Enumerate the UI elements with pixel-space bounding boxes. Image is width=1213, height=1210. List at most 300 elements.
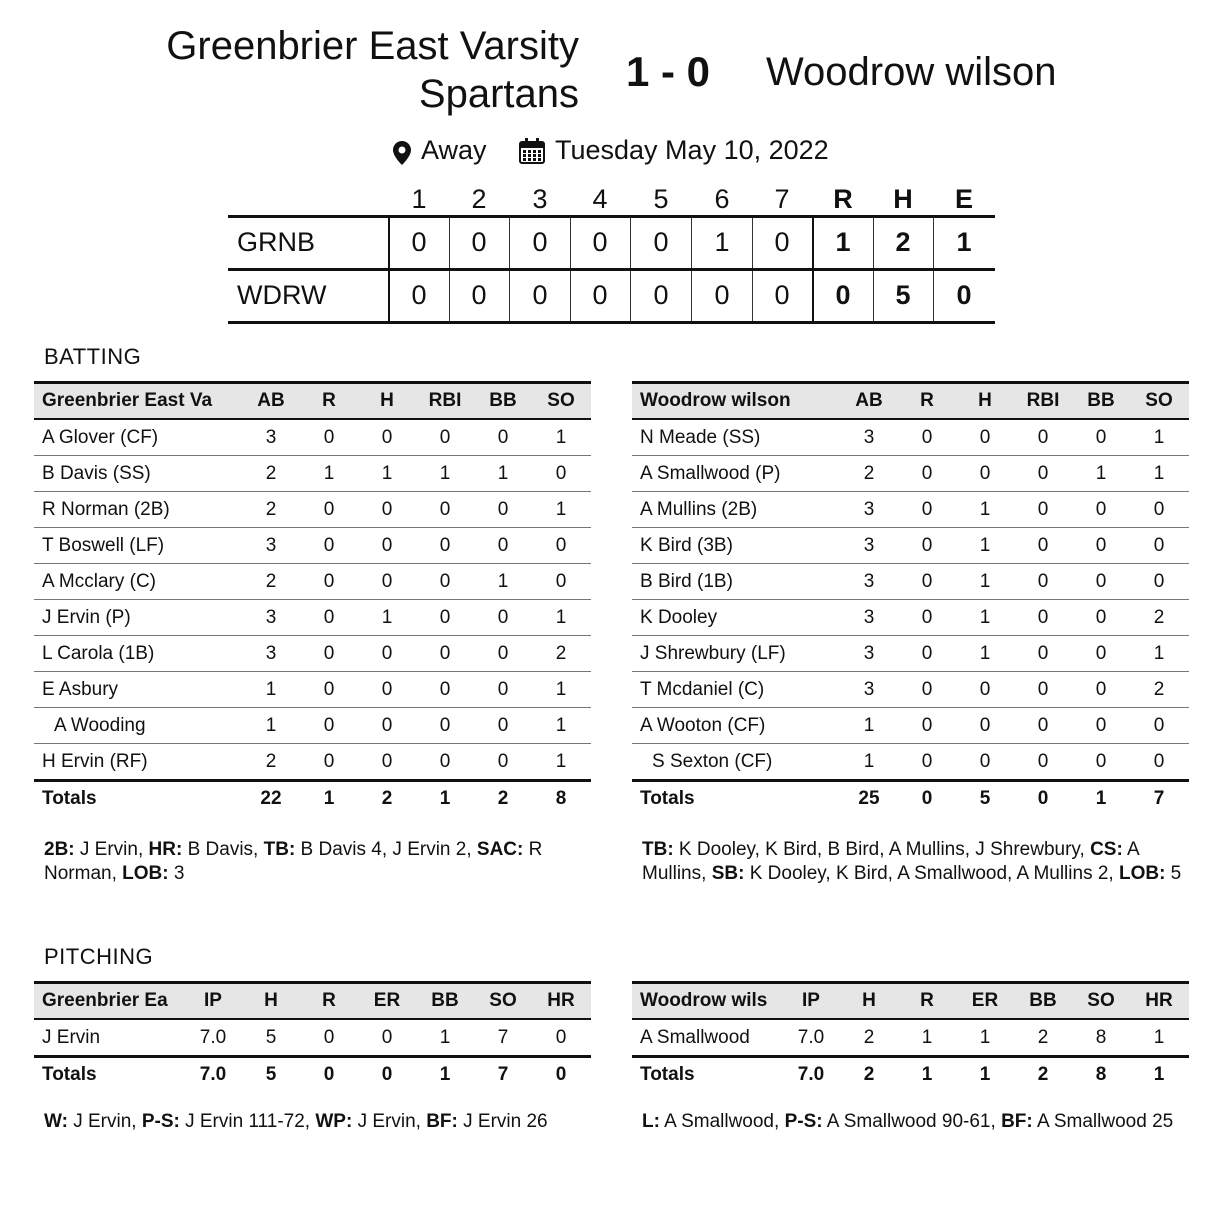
totals-value: 0 [1037, 788, 1049, 809]
stat-value: 0 [381, 535, 393, 556]
stat-value: 1 [555, 427, 567, 448]
inning-score: 0 [532, 227, 548, 257]
stat-value: 0 [1037, 679, 1049, 700]
player-name: K Dooley [640, 607, 718, 628]
totals-value: 8 [555, 788, 567, 809]
stat-value: 0 [439, 751, 451, 772]
stat-value: 1 [439, 1027, 451, 1048]
pitching-table-home [34, 981, 591, 1094]
stat-value: 0 [1153, 751, 1165, 772]
stat-value: 0 [497, 427, 509, 448]
note-value: J Ervin, [74, 839, 149, 860]
stat-column-header: RBI [1026, 390, 1060, 411]
stat-value: 0 [439, 607, 451, 628]
stat-value: 0 [497, 535, 509, 556]
line-score [228, 180, 995, 324]
stat-value: 2 [265, 571, 277, 592]
stat-column-header: SO [1145, 390, 1173, 411]
stat-value: 0 [381, 679, 393, 700]
stat-value: 2 [1037, 1027, 1049, 1048]
stat-value: 0 [1037, 535, 1049, 556]
stat-value: 1 [979, 535, 991, 556]
hits-total: 2 [895, 227, 911, 257]
player-name: A Glover (CF) [42, 427, 159, 448]
stat-value: 0 [1037, 463, 1049, 484]
map-pin-icon [393, 138, 411, 174]
inning-score: 1 [714, 227, 730, 257]
stat-value: 0 [921, 427, 933, 448]
stat-value: 2 [265, 463, 277, 484]
stat-value: 1 [863, 751, 875, 772]
totals-value: 0 [323, 1064, 335, 1085]
stat-value: 0 [979, 679, 991, 700]
stat-value: 0 [439, 679, 451, 700]
inning-score: 0 [774, 280, 790, 310]
stat-value: 0 [921, 535, 933, 556]
stat-value: 0 [1153, 571, 1165, 592]
home-team-name [79, 22, 579, 118]
inning-score: 0 [532, 280, 548, 310]
team-column-header: Greenbrier Ea [42, 990, 168, 1011]
stat-value: 0 [323, 427, 335, 448]
stat-value: 0 [1153, 499, 1165, 520]
stat-value: 0 [323, 571, 335, 592]
final-score: 1 - 0 [626, 48, 711, 95]
runs-total: 0 [835, 280, 851, 310]
totals-label: Totals [42, 788, 97, 809]
stat-value: 0 [381, 751, 393, 772]
stat-value: 0 [381, 1027, 393, 1048]
stat-value: 1 [1153, 643, 1165, 664]
team-column-header: Woodrow wilson [640, 390, 791, 411]
stat-value: 0 [497, 679, 509, 700]
stat-value: 7 [497, 1027, 509, 1048]
note-value: K Dooley, K Bird, B Bird, A Mullins, J Shrewbury, [673, 839, 1091, 860]
stat-value: 0 [381, 427, 393, 448]
stat-value: 1 [1153, 463, 1165, 484]
stat-value: 3 [863, 535, 875, 556]
batting-table-away [632, 381, 1189, 818]
game-meta [0, 132, 1213, 168]
player-row [632, 744, 1189, 782]
stat-value: 1 [555, 751, 567, 772]
stat-value: 5 [265, 1027, 277, 1048]
stat-value: 3 [863, 571, 875, 592]
stat-column-header: AB [257, 390, 285, 411]
stat-column-header: R [920, 990, 934, 1011]
totals-value: 7.0 [199, 1064, 227, 1085]
player-row [34, 672, 591, 708]
stat-value: 3 [863, 643, 875, 664]
stat-value: 1 [497, 571, 509, 592]
stat-value: 0 [1037, 499, 1049, 520]
pitching-notes-away [642, 1110, 1187, 1134]
stat-value: 0 [1095, 535, 1107, 556]
stat-value: 3 [265, 535, 277, 556]
stat-value: 0 [323, 751, 335, 772]
player-name: T Boswell (LF) [42, 535, 165, 556]
inning-score: 0 [471, 227, 487, 257]
stat-column-header: BB [431, 990, 459, 1011]
stat-value: 0 [323, 535, 335, 556]
stat-value: 0 [979, 715, 991, 736]
stat-value: 0 [921, 571, 933, 592]
note-key: P-S: [141, 1111, 180, 1132]
note-value: A Mullins, [642, 839, 1139, 884]
note-value: A Smallwood 90-61, [822, 1111, 1002, 1132]
stat-value: 2 [863, 1027, 875, 1048]
totals-value: 5 [979, 788, 991, 809]
totals-row [34, 1058, 591, 1094]
inning-score: 0 [592, 227, 608, 257]
inning-score: 0 [592, 280, 608, 310]
stat-column-header: ER [373, 990, 401, 1011]
stat-value: 3 [863, 499, 875, 520]
note-key: LOB: [122, 863, 169, 884]
stat-value: 0 [979, 751, 991, 772]
stat-value: 2 [555, 643, 567, 664]
player-row [632, 708, 1189, 744]
stat-column-header: R [322, 390, 336, 411]
stat-value: 0 [921, 607, 933, 628]
stat-value: 3 [265, 643, 277, 664]
stat-value: 0 [1095, 715, 1107, 736]
note-key: LOB: [1118, 863, 1166, 884]
note-value: B Davis, [182, 839, 264, 860]
player-name: T Mcdaniel (C) [640, 679, 765, 700]
totals-value: 1 [1153, 1064, 1165, 1085]
stat-value: 0 [921, 643, 933, 664]
stat-column-header: HR [547, 990, 575, 1011]
player-row [632, 564, 1189, 600]
player-row [34, 420, 591, 456]
stat-value: 0 [555, 463, 567, 484]
inning-header: 7 [774, 184, 790, 214]
pitching-table-away [632, 981, 1189, 1094]
stat-value: 1 [979, 571, 991, 592]
totals-label: Totals [42, 1064, 97, 1085]
stat-value: 0 [439, 715, 451, 736]
team-column-header: Greenbrier East Va [42, 390, 213, 411]
line-score-row-away [228, 268, 995, 324]
player-name: A Mcclary (C) [42, 571, 156, 592]
stat-value: 3 [863, 427, 875, 448]
player-name: K Bird (3B) [640, 535, 733, 556]
player-row [632, 528, 1189, 564]
player-name: J Ervin [42, 1027, 101, 1048]
player-name: A Wooton (CF) [640, 715, 766, 736]
totals-value: 7 [497, 1064, 509, 1085]
stat-column-header: ER [971, 990, 999, 1011]
stat-value: 1 [979, 499, 991, 520]
totals-value: 2 [863, 1064, 875, 1085]
note-value: A Smallwood 25 [1032, 1111, 1174, 1132]
location-text: Away [421, 135, 487, 165]
player-name: A Smallwood (P) [640, 463, 781, 484]
stat-column-header: BB [1029, 990, 1057, 1011]
totals-row [34, 782, 591, 818]
stat-column-header: H [978, 390, 992, 411]
stat-column-header: AB [855, 390, 883, 411]
stat-value: 0 [381, 643, 393, 664]
stat-column-header: R [920, 390, 934, 411]
stat-value: 7.0 [797, 1027, 825, 1048]
game-date: Tuesday May 10, 2022 [555, 135, 829, 165]
stat-value: 0 [439, 643, 451, 664]
stat-value: 1 [265, 679, 277, 700]
note-value: J Ervin, [352, 1111, 427, 1132]
pitching-notes-home [44, 1110, 589, 1134]
stat-value: 1 [1153, 427, 1165, 448]
stat-column-header: SO [1087, 990, 1115, 1011]
totals-value: 1 [921, 1064, 933, 1085]
stat-value: 0 [439, 427, 451, 448]
note-key: SAC: [476, 839, 524, 860]
totals-row [632, 782, 1189, 818]
batting-section-label: BATTING [44, 344, 142, 369]
note-key: BF: [426, 1111, 458, 1132]
player-row [34, 708, 591, 744]
stat-value: 1 [979, 1027, 991, 1048]
totals-value: 1 [439, 788, 451, 809]
totals-value: 0 [555, 1064, 567, 1085]
stat-value: 0 [1095, 571, 1107, 592]
player-row [632, 636, 1189, 672]
home-team-line1: Greenbrier East Varsity [166, 24, 579, 68]
player-name: H Ervin (RF) [42, 751, 148, 772]
inning-header: 6 [714, 184, 730, 214]
stat-value: 0 [497, 499, 509, 520]
batting-table-home [34, 381, 591, 818]
stat-value: 1 [979, 643, 991, 664]
stat-value: 0 [381, 715, 393, 736]
player-name: B Bird (1B) [640, 571, 733, 592]
stat-value: 0 [439, 571, 451, 592]
away-team-name: Woodrow wilson [766, 50, 1057, 94]
table-header-row [632, 381, 1189, 420]
stat-value: 0 [439, 499, 451, 520]
stat-value: 0 [1095, 499, 1107, 520]
totals-value: 0 [381, 1064, 393, 1085]
stat-value: 0 [1095, 751, 1107, 772]
note-key: TB: [642, 839, 674, 860]
stat-value: 0 [497, 643, 509, 664]
stat-value: 2 [1153, 607, 1165, 628]
stat-value: 2 [863, 463, 875, 484]
stat-value: 1 [555, 499, 567, 520]
note-value: R Norman, [44, 839, 543, 884]
stat-value: 0 [497, 751, 509, 772]
note-key: WP: [315, 1111, 353, 1132]
stat-value: 1 [555, 715, 567, 736]
stat-value: 2 [1153, 679, 1165, 700]
player-row [34, 456, 591, 492]
stat-value: 7.0 [199, 1027, 227, 1048]
batting-notes-home [44, 838, 589, 886]
batting-notes-away [642, 838, 1187, 886]
inning-header: 1 [411, 184, 427, 214]
totals-value: 2 [1037, 1064, 1049, 1085]
stat-value: 0 [323, 607, 335, 628]
hits-total: 5 [895, 280, 911, 310]
player-row [34, 600, 591, 636]
note-key: SB: [711, 863, 745, 884]
player-name: E Asbury [42, 679, 119, 700]
note-key: P-S: [784, 1111, 823, 1132]
stat-value: 0 [1037, 751, 1049, 772]
stat-value: 0 [323, 679, 335, 700]
stat-value: 0 [921, 499, 933, 520]
stat-value: 0 [1037, 571, 1049, 592]
note-value: J Ervin, [67, 1111, 142, 1132]
stat-value: 0 [1095, 643, 1107, 664]
stat-value: 0 [497, 715, 509, 736]
totals-value: 25 [858, 788, 880, 809]
stat-value: 0 [381, 571, 393, 592]
errors-total: 1 [956, 227, 972, 257]
player-row [34, 744, 591, 782]
stat-value: 8 [1095, 1027, 1107, 1048]
stat-value: 0 [1037, 643, 1049, 664]
stat-value: 1 [497, 463, 509, 484]
stat-column-header: H [264, 990, 278, 1011]
team-column-header: Woodrow wils [640, 990, 768, 1011]
player-row [34, 564, 591, 600]
player-row [632, 1020, 1189, 1058]
totals-value: 8 [1095, 1064, 1107, 1085]
player-row [632, 600, 1189, 636]
stat-value: 0 [979, 463, 991, 484]
stat-value: 1 [323, 463, 335, 484]
stat-value: 0 [1095, 427, 1107, 448]
inning-header: 4 [592, 184, 608, 214]
stat-value: 1 [863, 715, 875, 736]
stat-value: 1 [381, 607, 393, 628]
stat-value: 0 [439, 535, 451, 556]
stat-value: 0 [381, 499, 393, 520]
stat-value: 1 [921, 1027, 933, 1048]
hits-header: H [893, 184, 913, 214]
stat-value: 0 [1037, 427, 1049, 448]
totals-value: 7.0 [797, 1064, 825, 1085]
totals-value: 1 [439, 1064, 451, 1085]
stat-column-header: IP [802, 990, 820, 1011]
calendar-icon [519, 137, 545, 173]
player-name: J Ervin (P) [42, 607, 131, 628]
note-key: 2B: [44, 839, 75, 860]
player-name: B Davis (SS) [42, 463, 151, 484]
stat-value: 0 [921, 715, 933, 736]
stat-column-header: R [322, 990, 336, 1011]
inning-header: 2 [471, 184, 487, 214]
stat-column-header: SO [547, 390, 575, 411]
stat-value: 0 [921, 463, 933, 484]
note-key: CS: [1090, 839, 1123, 860]
stat-value: 3 [265, 427, 277, 448]
stat-column-header: H [862, 990, 876, 1011]
inning-header: 3 [532, 184, 548, 214]
stat-value: 0 [1095, 607, 1107, 628]
stat-value: 0 [1153, 715, 1165, 736]
player-row [34, 636, 591, 672]
inning-score: 0 [411, 227, 427, 257]
player-row [632, 672, 1189, 708]
player-row [34, 492, 591, 528]
player-name: A Mullins (2B) [640, 499, 758, 520]
stat-value: 0 [921, 751, 933, 772]
stat-value: 0 [1037, 715, 1049, 736]
line-score-row-home [228, 215, 995, 268]
player-name: L Carola (1B) [42, 643, 155, 664]
table-header-row [34, 981, 591, 1020]
totals-value: 2 [381, 788, 393, 809]
player-row [632, 420, 1189, 456]
stat-value: 2 [265, 751, 277, 772]
player-row [632, 492, 1189, 528]
stat-column-header: BB [1087, 390, 1115, 411]
errors-total: 0 [956, 280, 972, 310]
player-name: J Shrewbury (LF) [640, 643, 786, 664]
inning-score: 0 [471, 280, 487, 310]
stat-column-header: BB [489, 390, 517, 411]
team-abbr: GRNB [237, 227, 316, 257]
home-team-line2: Spartans [418, 72, 579, 116]
stat-value: 0 [323, 1027, 335, 1048]
note-key: W: [44, 1111, 68, 1132]
errors-header: E [954, 184, 973, 214]
inning-score: 0 [714, 280, 730, 310]
stat-value: 3 [863, 679, 875, 700]
stat-value: 1 [555, 607, 567, 628]
stat-value: 3 [265, 607, 277, 628]
player-name: R Norman (2B) [42, 499, 170, 520]
stat-column-header: RBI [428, 390, 462, 411]
player-row [632, 456, 1189, 492]
runs-total: 1 [835, 227, 851, 257]
stat-column-header: HR [1145, 990, 1173, 1011]
stat-column-header: IP [204, 990, 222, 1011]
stat-column-header: H [380, 390, 394, 411]
stat-value: 1 [555, 679, 567, 700]
inning-header: 5 [653, 184, 669, 214]
stat-value: 1 [381, 463, 393, 484]
totals-value: 2 [497, 788, 509, 809]
note-key: BF: [1001, 1111, 1033, 1132]
inning-score: 0 [653, 280, 669, 310]
stat-value: 0 [979, 427, 991, 448]
player-row [34, 528, 591, 564]
note-key: TB: [263, 839, 296, 860]
stat-value: 1 [439, 463, 451, 484]
player-name: A Smallwood [640, 1027, 750, 1048]
stat-value: 0 [921, 679, 933, 700]
inning-score: 0 [653, 227, 669, 257]
stat-value: 1 [979, 607, 991, 628]
player-name: A Wooding [54, 715, 146, 736]
stat-value: 0 [497, 607, 509, 628]
stat-value: 0 [555, 571, 567, 592]
note-key: HR: [148, 839, 183, 860]
note-value: B Davis 4, J Ervin 2, [295, 839, 477, 860]
table-header-row [34, 381, 591, 420]
stat-value: 0 [1095, 679, 1107, 700]
table-header-row [632, 981, 1189, 1020]
stat-value: 0 [555, 535, 567, 556]
totals-value: 7 [1153, 788, 1165, 809]
note-value: J Ervin 26 [457, 1111, 548, 1132]
note-value: 5 [1165, 863, 1182, 884]
stat-value: 0 [1153, 535, 1165, 556]
